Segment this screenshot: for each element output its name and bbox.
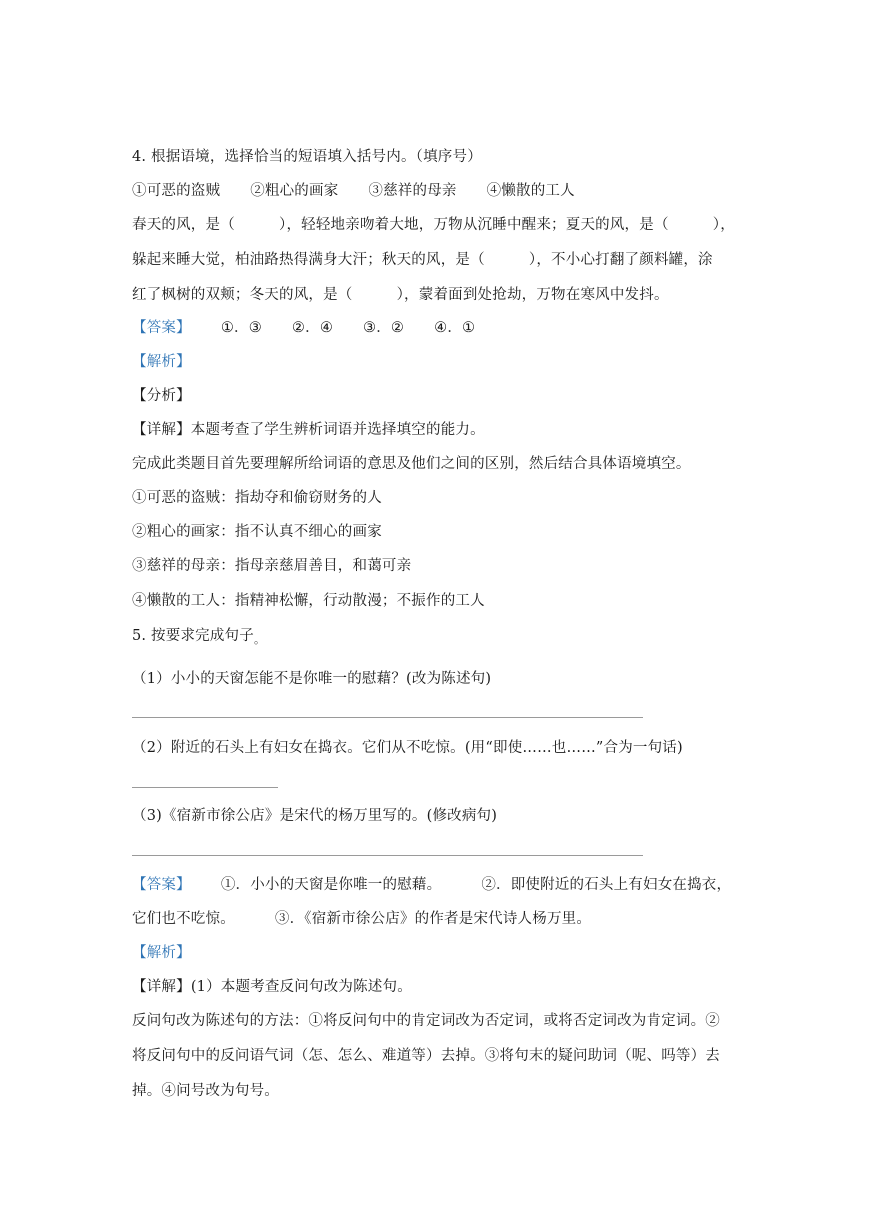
q5-detail-text: (1）本题考查反问句改为陈述句。 bbox=[190, 979, 412, 995]
q4-def-1: ①可恶的盗贼：指劫夺和偷窃财务的人 bbox=[132, 490, 382, 506]
q5-answer-continuation bbox=[132, 909, 591, 929]
q4-answer-label: 【答案】 bbox=[132, 320, 191, 336]
q4-answer-4: ④．① bbox=[434, 320, 476, 336]
q5-item-2: （2）附近的石头上有妇女在捣衣。它们从不吃惊。(用“即使……也……”合为一句话) bbox=[132, 740, 683, 756]
q5-detail-prefix: 【详解】 bbox=[132, 979, 191, 995]
q4-passage-line-1: 春天的风，是（ ），轻轻地亲吻着大地，万物从沉睡中醒来；夏天的风，是（ ）， bbox=[132, 217, 735, 233]
q5-analysis-label: 【解析】 bbox=[132, 945, 191, 961]
q4-analysis-label: 【解析】 bbox=[132, 354, 191, 370]
q4-def-2: ②粗心的画家：指不认真不细心的画家 bbox=[132, 524, 382, 540]
q5-method-line-1: 反问句改为陈述句的方法：①将反问句中的肯定词改为否定词，或将否定词改为肯定词。② bbox=[132, 1013, 720, 1029]
q4-answer-2: ②．④ bbox=[291, 320, 334, 336]
q4-passage-line-2: 躲起来睡大觉，柏油路热得满身大汗；秋天的风，是（ ），不小心打翻了颜料罐，涂 bbox=[132, 252, 713, 268]
q4-passage-line-3: 红了枫树的双颊；冬天的风，是（ ），蒙着面到处抢劫，万物在寒风中发抖。 bbox=[132, 287, 669, 303]
q5-answer-3: ③．《宿新市徐公店》的作者是宋代诗人杨万里。 bbox=[274, 911, 592, 927]
q5-stem bbox=[132, 626, 265, 650]
q4-answer-1: ①．③ bbox=[220, 320, 262, 336]
q4-option-3: ③慈祥的母亲 bbox=[368, 183, 457, 199]
q5-stem-dot: 。 bbox=[253, 633, 266, 646]
q5-method-line-3: 掉。④问号改为句号。 bbox=[132, 1083, 279, 1099]
q4-fenxi-label: 【分析】 bbox=[132, 388, 191, 404]
q4-option-4: ④懒散的工人 bbox=[486, 183, 575, 199]
q5-item-3: （3)《宿新市徐公店》是宋代的杨万里写的。(修改病句) bbox=[132, 808, 498, 824]
q4-answer-line bbox=[132, 318, 475, 338]
q5-stem-text: 5. 按要求完成句子 bbox=[132, 628, 254, 644]
q4-stem: 4. 根据语境，选择恰当的短语填入括号内。（填序号） bbox=[132, 149, 482, 165]
q4-def-3: ③慈祥的母亲：指母亲慈眉善目，和蔼可亲 bbox=[132, 558, 412, 574]
q5-answer-line bbox=[132, 875, 731, 895]
q4-option-1: ①可恶的盗贼 bbox=[132, 183, 221, 199]
q4-explanation: 完成此类题目首先要理解所给词语的意思及他们之间的区别，然后结合具体语境填空。 bbox=[132, 456, 691, 472]
q5-detail bbox=[132, 977, 412, 997]
q4-answer-3: ③．② bbox=[363, 320, 405, 336]
q5-answer-label: 【答案】 bbox=[132, 877, 191, 893]
q5-answer-line-2 bbox=[132, 787, 278, 788]
q5-answer-line-1 bbox=[132, 717, 643, 718]
q4-option-2: ②粗心的画家 bbox=[250, 183, 339, 199]
q5-method-line-2: 将反问句中的反问语气词（怎、怎么、难道等）去掉。③将句末的疑问助词（呢、吗等）去 bbox=[132, 1048, 720, 1064]
q5-answer-line-3 bbox=[132, 855, 643, 856]
q5-item-1: （1）小小的天窗怎能不是你唯一的慰藉？(改为陈述句) bbox=[132, 671, 492, 687]
q5-answer-2b: 它们也不吃惊。 bbox=[132, 911, 235, 927]
q5-answer-1: ①．小小的天窗是你唯一的慰藉。 bbox=[220, 877, 442, 893]
q4-options bbox=[132, 181, 575, 201]
q4-def-4: ④懒散的工人：指精神松懈，行动散漫；不振作的工人 bbox=[132, 593, 485, 609]
q5-answer-2a: ②．即使附近的石头上有妇女在捣衣， bbox=[481, 877, 732, 893]
q4-detail: 【详解】本题考查了学生辨析词语并选择填空的能力。 bbox=[132, 422, 485, 438]
